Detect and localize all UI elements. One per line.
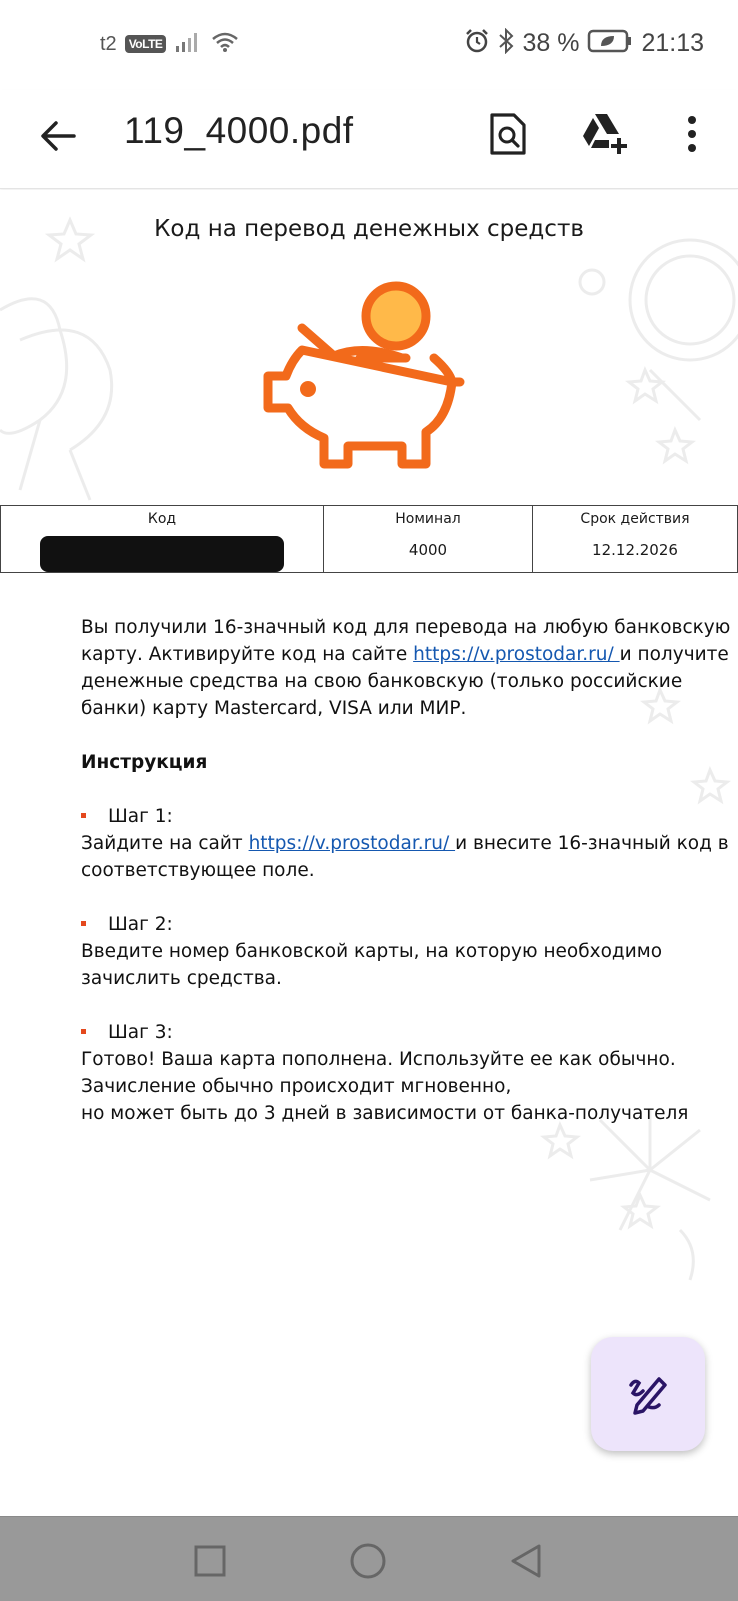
intro-text-2: и получите денежные средства на свою банковскую (только российские банки) карту Mastercard, VISA или МИР. (81, 644, 729, 719)
piggy-bank-coin-icon (262, 278, 474, 470)
step-1-text-1: Зайдите на сайт (81, 833, 249, 854)
step-3-line-1: Готово! Ваша карта пополнена. Используйте ее как обычно. (81, 1049, 676, 1070)
code-label: Код (147, 511, 177, 527)
find-in-document-button[interactable] (478, 104, 538, 164)
prostodar-link[interactable]: https://v.prostodar.ru/ (413, 644, 620, 665)
alarm-icon (464, 28, 490, 58)
more-options-button[interactable] (662, 104, 722, 164)
status-right (464, 28, 704, 58)
carrier-label: t2 (100, 32, 117, 55)
document-heading: Код на перевод денежных средств (154, 216, 584, 242)
add-to-drive-button[interactable] (576, 104, 636, 164)
step-3-title (81, 1019, 731, 1046)
intro-paragraph (81, 614, 731, 722)
bullet-marker (81, 1029, 86, 1034)
instruction-title: Инструкция (81, 752, 208, 773)
recents-button[interactable] (182, 1537, 238, 1585)
nominal-value: 4000 (408, 541, 448, 559)
redacted-code (40, 536, 284, 572)
code-info-table (0, 505, 738, 573)
intro-text-1: Вы получили 16-значный код для перевода на любую банковскую карту. Активируйте код на сайте (81, 617, 731, 665)
wifi-icon (210, 30, 240, 58)
pdf-page[interactable] (0, 190, 738, 1516)
status-bar (0, 0, 738, 90)
volte-badge: VoLTE (125, 35, 167, 53)
battery-icon (587, 29, 633, 57)
step-2-label: Шаг 2: (108, 914, 173, 935)
bluetooth-icon (498, 28, 514, 58)
step-3-line-2: Зачисление обычно происходит мгновенно, (81, 1076, 512, 1097)
signal-icon (174, 30, 202, 58)
bullet-marker (81, 813, 86, 818)
battery-percent: 38 % (522, 28, 580, 57)
step-1-text-2: и внесите 16-значный код в соответствующее поле. (81, 833, 729, 881)
clock: 21:13 (641, 28, 704, 57)
step-3-line-3: но может быть до 3 дней в зависимости от банка-получателя (81, 1103, 689, 1124)
status-left (100, 30, 240, 58)
code-cell (1, 506, 324, 573)
app-bar (0, 90, 738, 189)
step-2-title (81, 911, 731, 938)
document-title: 119_4000.pdf (124, 110, 354, 151)
step-1-link[interactable]: https://v.prostodar.ru/ (248, 833, 456, 854)
document-body (81, 614, 731, 1127)
search-in-document-icon (488, 111, 528, 157)
expiry-label: Срок действия (580, 511, 690, 527)
step-1-label: Шаг 1: (108, 806, 173, 827)
more-vert-icon (686, 114, 698, 154)
expiry-value: 12.12.2026 (592, 541, 678, 559)
home-button[interactable] (340, 1537, 396, 1585)
system-navigation-bar (0, 1516, 738, 1601)
nav-back-button[interactable] (498, 1537, 554, 1585)
back-button[interactable] (30, 108, 86, 164)
step-1-title (81, 803, 731, 830)
nominal-label: Номинал (395, 511, 461, 527)
expiry-cell (533, 506, 738, 573)
edit-pen-icon (625, 1371, 671, 1417)
recents-square-icon (193, 1544, 227, 1578)
add-to-drive-icon (581, 112, 631, 156)
step-3-label: Шаг 3: (108, 1022, 173, 1043)
step-2-text: Введите номер банковской карты, на которую необходимо зачислить средства. (81, 941, 663, 989)
home-circle-icon (349, 1542, 387, 1580)
nominal-cell (324, 506, 533, 573)
step-1-text (81, 830, 731, 884)
back-triangle-icon (509, 1542, 543, 1580)
edit-fab-button[interactable] (591, 1337, 705, 1451)
bullet-marker (81, 921, 86, 926)
back-arrow-icon (38, 116, 78, 156)
